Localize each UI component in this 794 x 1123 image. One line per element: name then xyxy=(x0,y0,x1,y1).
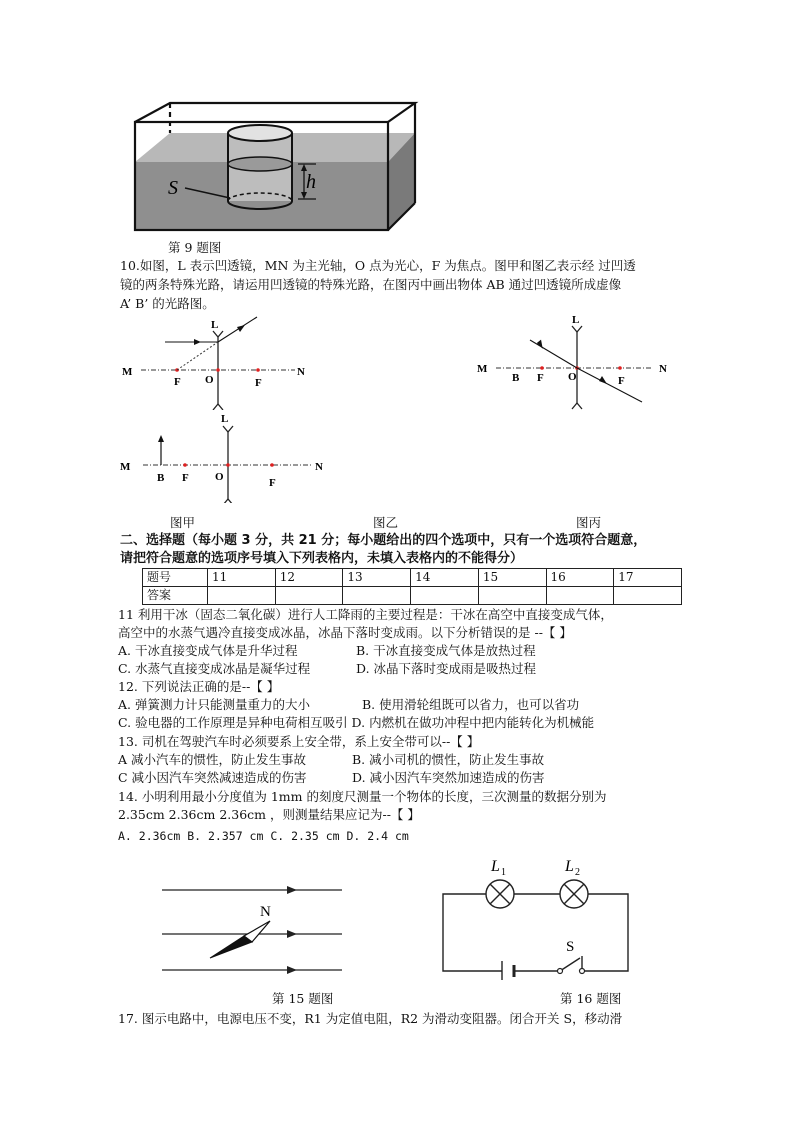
q11-option-b: B. 干冰直接变成气体是放热过程 xyxy=(356,643,536,658)
svg-text:F: F xyxy=(182,472,189,484)
q14-line1: 14. 小明利用最小分度值为 1mm 的刻度尺测量一个物体的长度，三次测量的数据分别为 xyxy=(118,789,607,804)
svg-text:F: F xyxy=(255,377,262,389)
figure-15-compass-field xyxy=(162,876,347,978)
q11-option-d: D. 冰晶下落时变成雨是吸热过程 xyxy=(356,661,537,676)
q13-option-d: D. 减小因汽车突然加速造成的伤害 xyxy=(352,770,545,785)
answer-cell[interactable] xyxy=(478,587,546,605)
svg-text:M: M xyxy=(122,366,133,378)
caption-bing: 图丙 xyxy=(576,515,602,530)
answer-cell[interactable] xyxy=(411,587,479,605)
answer-cell[interactable] xyxy=(208,587,276,605)
figure-bing-lens-diagram xyxy=(115,408,335,503)
svg-text:N: N xyxy=(315,461,323,473)
answer-table-number: 11 xyxy=(208,569,276,587)
lamp-l1-label: L xyxy=(491,858,500,875)
figure-16-circuit xyxy=(435,850,635,980)
caption-yi: 图乙 xyxy=(373,515,399,530)
compass-n-label: N xyxy=(260,904,271,920)
answer-table-number: 14 xyxy=(411,569,479,587)
q13-stem: 13. 司机在驾驶汽车时必须要系上安全带，系上安全带可以--【 】 xyxy=(118,734,480,749)
figure-yi-lens-diagram xyxy=(472,312,677,412)
answer-table-number: 13 xyxy=(343,569,411,587)
q10-line1: 10.如图，L 表示凹透镜，MN 为主光轴，O 点为光心，F 为焦点。图甲和图乙表示经 过凹透 xyxy=(120,258,636,273)
q13-option-c: C 减小因汽车突然减速造成的伤害 xyxy=(118,770,307,785)
q12-stem: 12. 下列说法正确的是--【 】 xyxy=(118,679,280,694)
answer-table-header-row xyxy=(143,569,682,587)
svg-text:O: O xyxy=(568,371,577,383)
section2-heading-line2: 请把符合题意的选项序号填入下列表格内，未填入表格内的不能得分） xyxy=(120,551,524,566)
answer-table-number: 16 xyxy=(546,569,614,587)
section2-heading-line1: 二、选择题（每小题 3 分，共 21 分；每小题给出的四个选项中，只有一个选项符合题意， xyxy=(120,533,647,548)
answer-table-answer-label: 答案 xyxy=(143,587,208,605)
figure-15-caption: 第 15 题图 xyxy=(272,991,334,1006)
answer-table-number: 12 xyxy=(275,569,343,587)
switch-s-label: S xyxy=(566,939,575,955)
caption-jia: 图甲 xyxy=(170,515,196,530)
answer-table-number: 15 xyxy=(478,569,546,587)
svg-text:O: O xyxy=(215,471,224,483)
svg-text:O: O xyxy=(205,374,214,386)
label-h: h xyxy=(306,171,316,193)
q11-line1: 11 利用干冰（固态二氧化碳）进行人工降雨的主要过程是：干冰在高空中直接变成气体， xyxy=(118,607,613,622)
svg-text:L: L xyxy=(572,314,580,326)
svg-text:L: L xyxy=(211,319,219,331)
svg-text:M: M xyxy=(120,461,131,473)
compass-needle xyxy=(210,921,270,958)
lamp-l1-subscript: 1 xyxy=(501,867,506,878)
q12-option-cd: C. 验电器的工作原理是异种电荷相互吸引 D. 内燃机在做功冲程中把内能转化为机械能 xyxy=(118,715,595,730)
answer-table xyxy=(142,568,682,605)
figure-jia-lens-diagram xyxy=(115,315,320,410)
q12-option-b: B. 使用滑轮组既可以省力，也可以省功 xyxy=(362,697,580,712)
q14-line2: 2.35cm 2.36cm 2.36cm ，则测量结果应记为--【 】 xyxy=(118,807,420,822)
svg-text:L: L xyxy=(221,413,229,425)
q11-line2: 高空中的水蒸气遇冷直接变成冰晶，冰晶下落时变成雨。以下分析错误的是 --【 】 xyxy=(118,625,572,640)
svg-text:F: F xyxy=(174,376,181,388)
svg-text:B: B xyxy=(512,372,520,384)
q10-line3: A’ B’ 的光路图。 xyxy=(120,296,215,311)
label-s: S xyxy=(168,177,178,199)
svg-text:F: F xyxy=(269,477,276,489)
q17-line1: 17. 图示电路中，电源电压不变，R1 为定值电阻，R2 为滑动变阻器。闭合开关 S，移动滑 xyxy=(118,1011,623,1026)
answer-cell[interactable] xyxy=(275,587,343,605)
answer-cell[interactable] xyxy=(343,587,411,605)
q10-line2: 镜的两条特殊光路，请运用凹透镜的特殊光路，在图丙中画出物体 AB 通过凹透镜所成虚像 xyxy=(120,277,622,292)
answer-table-header-label: 题号 xyxy=(143,569,208,587)
answer-cell[interactable] xyxy=(546,587,614,605)
q14-options: A. 2.36cm B. 2.357 cm C. 2.35 cm D. 2.4 cm xyxy=(118,829,409,843)
svg-text:N: N xyxy=(297,366,305,378)
svg-text:B: B xyxy=(157,472,165,484)
q11-option-c: C. 水蒸气直接变成冰晶是凝华过程 xyxy=(118,661,311,676)
q11-option-a: A. 干冰直接变成气体是升华过程 xyxy=(118,643,298,658)
q13-option-a: A 减小汽车的惯性，防止发生事故 xyxy=(118,752,307,767)
figure-9-caption: 第 9 题图 xyxy=(168,240,222,255)
svg-text:N: N xyxy=(659,363,667,375)
svg-text:F: F xyxy=(537,372,544,384)
figure-16-caption: 第 16 题图 xyxy=(560,991,622,1006)
lamp-l2-subscript: 2 xyxy=(575,867,580,878)
figure-9-container-diagram xyxy=(130,100,420,235)
q12-option-a: A. 弹簧测力计只能测量重力的大小 xyxy=(118,697,310,712)
answer-table-answer-row xyxy=(143,587,682,605)
q13-option-b: B. 减小司机的惯性，防止发生事故 xyxy=(352,752,545,767)
svg-text:M: M xyxy=(477,363,488,375)
svg-text:F: F xyxy=(618,375,625,387)
answer-table-number: 17 xyxy=(614,569,682,587)
answer-cell[interactable] xyxy=(614,587,682,605)
lamp-l2-label: L xyxy=(565,858,574,875)
